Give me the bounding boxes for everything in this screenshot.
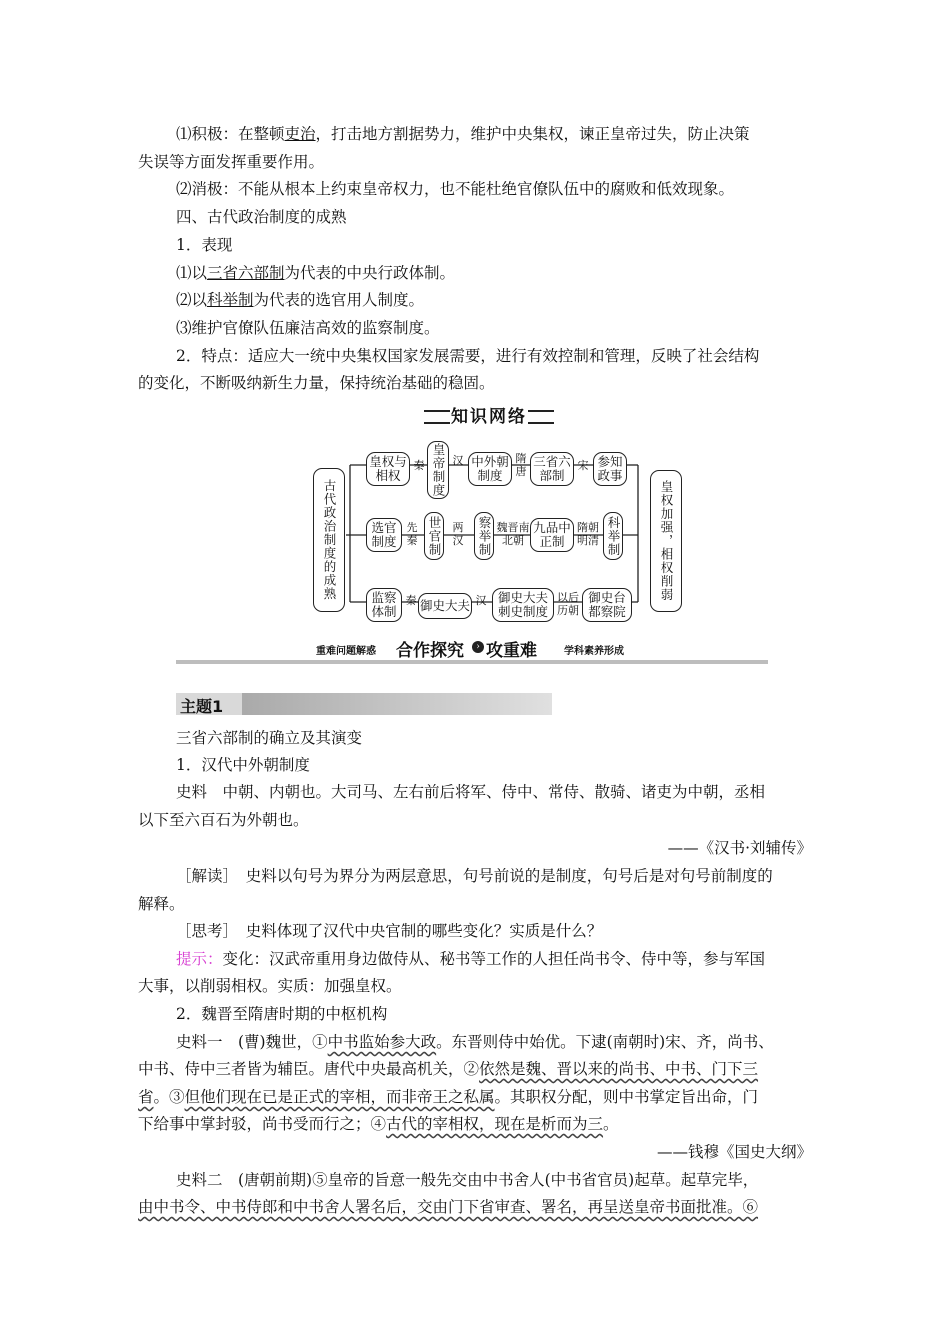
box-canzhi-zhengshi: 参知政事 — [593, 452, 627, 486]
text: 下给事中掌封驳，尚书受而行之；④ — [138, 1115, 387, 1133]
source-2-line-3 — [138, 1087, 758, 1107]
label-qin: 秦 — [413, 459, 425, 472]
label-han: 汉 — [452, 454, 464, 467]
theme-bar-bg — [176, 693, 552, 715]
box-hereditary-system: 世官制 — [424, 512, 444, 560]
subheading: 1．表现 — [176, 236, 233, 254]
box-inner-outer-court: 中外朝制度 — [468, 452, 512, 486]
source-2-line-2 — [138, 1059, 758, 1079]
underlined-term: 吏治 — [284, 125, 316, 143]
bullet-1 — [176, 263, 455, 283]
citation-2: ——钱穆《国史大纲》 — [656, 1143, 812, 1161]
root-right-box: 皇权加强，相权削弱 — [650, 470, 682, 612]
text: 为代表的中央行政体制。 — [284, 264, 456, 282]
wavy-text: 依然是魏、晋以来的尚书、中书、门下三 — [479, 1060, 759, 1078]
box-censor-in-chief: 御史大夫 — [418, 593, 472, 619]
wavy-text: 中书监始参大政 — [327, 1033, 437, 1051]
theme-label-bar — [176, 693, 552, 715]
box-selection-system: 选官制度 — [366, 518, 402, 552]
feature-para-cont: 的变化，不断吸纳新生力量，保持统治基础的稳固。 — [138, 374, 495, 392]
label-later-dynasties: 以后历朝 — [557, 591, 579, 617]
wavy-text: 但他们现在已是正式的宰相，而非帝王之私属 — [184, 1088, 495, 1106]
box-imperial-exam: 科举制 — [603, 512, 623, 560]
box-censor-inspector-system: 御史大夫刺史制度 — [492, 588, 554, 622]
label-weijin-nanbeichao: 魏晋南北朝 — [496, 521, 530, 547]
citation-1: ——《汉书·刘辅传》 — [667, 839, 812, 857]
network-title-text: 知识网络 — [451, 407, 527, 427]
text: ⑵以 — [176, 291, 208, 309]
interpretation-cont: 解释。 — [138, 895, 185, 913]
text: ，打击地方割据势力，维护中央集权，谏正皇帝过失，防止决策 — [315, 125, 750, 143]
box-nine-rank-system: 九品中正制 — [530, 518, 574, 552]
banner-arrow-icon: › — [472, 641, 484, 653]
banner-left: 重难问题解惑 — [316, 646, 376, 657]
label-xianqin: 先秦 — [406, 521, 418, 547]
source-1: 史料 中朝、内朝也。大司马、左右前后将军、侍中、常侍、散骑、诸吏为中朝，丞相 — [176, 783, 766, 801]
section-heading: 四、古代政治制度的成熟 — [176, 208, 347, 226]
bullet-3: ⑶维护官僚队伍廉洁高效的监察制度。 — [176, 319, 440, 337]
think-question: ［思考］ 史料体现了汉代中央官制的哪些变化？实质是什么？ — [176, 922, 603, 940]
subsection-2: 2．魏晋至隋唐时期的中枢机构 — [176, 1005, 388, 1023]
source-2-line-4 — [138, 1114, 619, 1134]
text: 为代表的选官用人制度。 — [253, 291, 425, 309]
wavy-text: 古代的宰相权，现在是析而为三 — [386, 1115, 604, 1133]
wavy-text: 由中书令、中书侍郎和中书舍人署名后，交由门下省审查、署名，再呈送皇帝书面批准。⑥ — [138, 1198, 759, 1216]
label-song: 宋 — [577, 459, 589, 472]
section-banner — [176, 636, 768, 668]
network-title — [424, 405, 554, 429]
label-qin-3: 秦 — [405, 594, 417, 607]
para-negative: ⑵消极：不能从根本上约束皇帝权力，也不能杜绝官僚队伍中的腐败和低效现象。 — [176, 180, 735, 198]
feature-para: 2．特点：适应大一统中央集权国家发展需要，进行有效控制和管理，反映了社会结构 — [176, 347, 760, 365]
bullet-2 — [176, 290, 424, 310]
text: 中书、侍中三者皆为辅臣。唐代中央最高机关，② — [138, 1060, 480, 1078]
box-huangquan-xiangquan: 皇权与相权 — [366, 452, 410, 486]
text: 史料一 (曹)魏世，① — [176, 1033, 328, 1051]
subsection-1: 1．汉代中外朝制度 — [176, 756, 310, 774]
source-1-cont: 以下至六百石为外朝也。 — [138, 811, 309, 829]
text: 。东晋则侍中始优。下逮(南朝时)宋、齐，尚书、 — [436, 1033, 774, 1051]
hint — [176, 949, 765, 969]
underlined-term: 科举制 — [207, 291, 254, 309]
hint-label: 提示： — [176, 950, 223, 968]
text: 。③ — [153, 1088, 185, 1106]
label-lianghan: 两汉 — [452, 521, 464, 547]
banner-center-a: 合作探究 — [396, 641, 464, 661]
label-suichao-mingqing: 隋朝明清 — [577, 521, 599, 547]
underlined-term: 三省六部制 — [207, 264, 285, 282]
source-3-line-1: 史料二 (唐朝前期)⑤皇帝的旨意一般先交由中书舍人(中书省官员)起草。起草完毕， — [176, 1171, 759, 1189]
box-supervision-system: 监察体制 — [366, 588, 402, 622]
source-2-line-1 — [176, 1032, 774, 1052]
source-3-line-2 — [138, 1197, 758, 1217]
banner-center-b: 攻重难 — [486, 641, 537, 661]
box-censorate: 御史台都察院 — [582, 588, 632, 622]
text: ⑴积极：在整顿 — [176, 125, 285, 143]
theme-label: 主题1 — [180, 697, 224, 716]
hint-text: 变化：汉武帝重用身边做侍从、秘书等工作的人担任尚书令、侍中等，参与军国 — [222, 950, 766, 968]
wavy-text: 省 — [138, 1088, 154, 1106]
text: 。 — [603, 1115, 619, 1133]
box-three-departments: 三省六部制 — [530, 452, 574, 486]
root-left-box: 古代政治制度的成熟 — [313, 468, 345, 612]
label-sui-tang: 隋唐 — [515, 452, 527, 478]
para-positive — [176, 124, 750, 144]
interpretation: ［解读］ 史料以句号为界分为两层意思，句号前说的是制度，句号后是对句号前制度的 — [176, 867, 773, 885]
banner-right: 学科素养形成 — [564, 646, 624, 657]
hint-cont: 大事，以削弱相权。实质：加强皇权。 — [138, 977, 402, 995]
text: 。其职权分配，则中书掌定旨出命，门 — [494, 1088, 759, 1106]
label-han-3: 汉 — [475, 594, 487, 607]
text: ⑴以 — [176, 264, 208, 282]
box-emperor-system: 皇帝制度 — [427, 441, 449, 499]
theme-title: 三省六部制的确立及其演变 — [176, 729, 363, 747]
banner-rule — [176, 636, 768, 668]
para-positive-cont: 失误等方面发挥重要作用。 — [138, 153, 325, 171]
box-recommendation-system: 察举制 — [474, 512, 494, 560]
